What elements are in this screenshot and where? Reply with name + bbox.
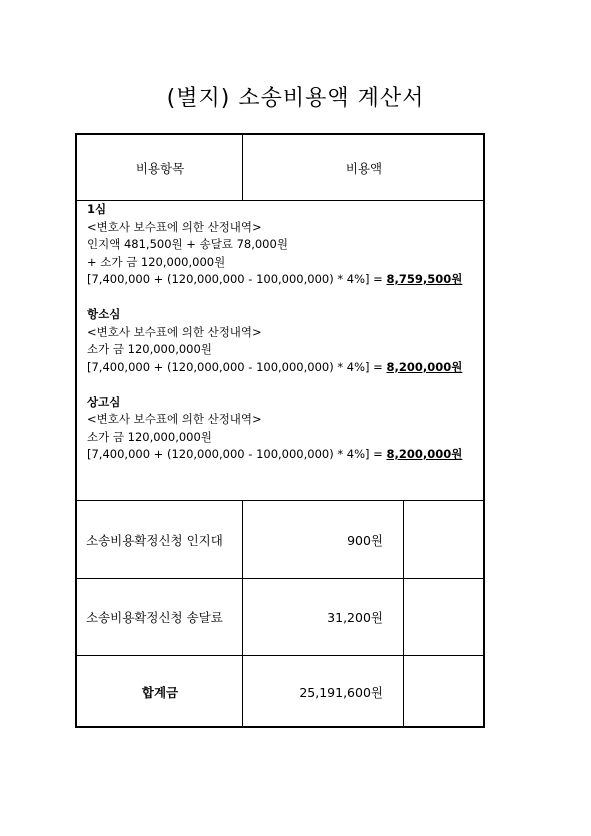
lower-divider-2 <box>403 500 404 728</box>
section-line: 소가 금 120,000,000원 <box>87 342 212 356</box>
header-divider <box>242 135 243 200</box>
section-heading: 상고심 <box>87 394 121 409</box>
section-line: 인지액 481,500원 + 송달료 78,000원 <box>87 237 288 251</box>
row-amount: 900원 <box>347 532 383 548</box>
section-basis: <변호사 보수표에 의한 산정내역> <box>87 412 262 426</box>
header-amount-col: 비용액 <box>345 160 383 176</box>
header-item-col: 비용항목 <box>135 160 185 176</box>
row-label: 소송비용확정신청 송달료 <box>86 610 223 625</box>
total-amount: 25,191,600원 <box>299 685 383 700</box>
section-supreme <box>87 394 482 464</box>
section-formula: [7,400,000 + (120,000,000 - 100,000,000) * 4%] = <box>87 359 387 374</box>
section-basis: <변호사 보수표에 의한 산정내역> <box>87 219 262 234</box>
section-line: 소가 금 120,000,000원 <box>87 429 212 444</box>
section-first-instance <box>87 201 482 289</box>
row-amount: 31,200원 <box>327 610 383 625</box>
section-result: 8,200,000원 <box>386 447 463 461</box>
section-appeal <box>87 306 482 376</box>
section-heading: 항소심 <box>87 307 121 321</box>
section-result: 8,759,500원 <box>386 272 463 286</box>
section-formula-line <box>87 271 482 289</box>
section-result: 8,200,000원 <box>386 359 463 374</box>
section-formula-line <box>87 446 482 464</box>
calculation-detail <box>87 201 482 464</box>
section-formula: [7,400,000 + (120,000,000 - 100,000,000) * 4%] = <box>87 447 387 461</box>
section-heading: 1심 <box>87 202 107 216</box>
row-label: 소송비용확정신청 인지대 <box>86 532 223 548</box>
total-label: 합계금 <box>141 685 179 700</box>
cost-table <box>75 133 485 728</box>
section-line: + 소가 금 120,000,000원 <box>87 254 226 269</box>
section-formula-line <box>87 359 482 377</box>
section-basis: <변호사 보수표에 의한 산정내역> <box>87 324 262 339</box>
section-formula: [7,400,000 + (120,000,000 - 100,000,000) * 4%] = <box>87 272 387 286</box>
page-title: (별지) 소송비용액 계산서 <box>166 86 425 111</box>
